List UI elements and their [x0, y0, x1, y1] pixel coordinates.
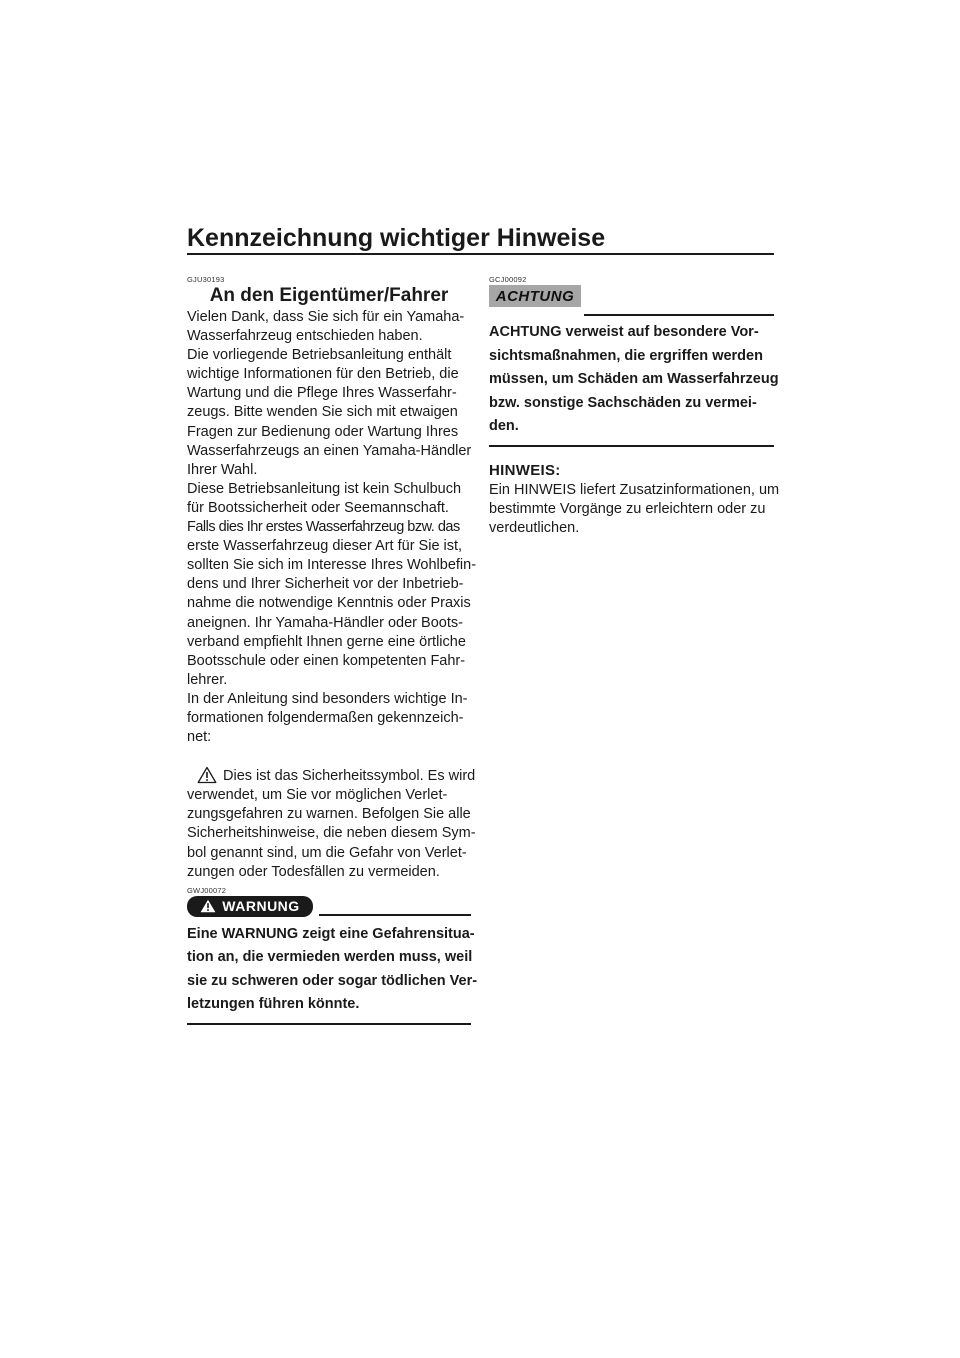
text-line: In der Anleitung sind besonders wichtige In- [187, 690, 468, 707]
section-code: GJU30193 [187, 275, 225, 284]
warning-triangle-icon [200, 899, 216, 913]
text-line: bzw. sonstige Sachschäden zu vermei- [489, 394, 757, 411]
text-line: für Bootssicherheit oder Seemannschaft. [187, 499, 449, 516]
caution-text [489, 321, 779, 439]
notice-heading: HINWEIS: [489, 461, 561, 479]
caution-header [489, 285, 774, 309]
text-line: aneignen. Ihr Yamaha-Händler oder Boots- [187, 614, 463, 631]
text-line: verdeutlichen. [489, 519, 580, 536]
text-line: verband empfiehlt Ihnen gerne eine örtliche [187, 633, 466, 650]
safety-symbol-text [187, 766, 476, 882]
text-line: zungen oder Todesfällen zu vermeiden. [187, 863, 440, 880]
warning-header [187, 896, 471, 918]
owner-text [187, 308, 477, 747]
caution-badge: ACHTUNG [489, 285, 581, 307]
warning-badge [187, 896, 313, 917]
section-heading: An den Eigentümer/Fahrer [209, 285, 449, 306]
safety-symbol-first-line: Dies ist das Sicherheitssymbol. Es wird [223, 768, 476, 785]
text-line: sollten Sie sich im Interesse Ihres Wohlbefin- [187, 557, 477, 574]
text-line: erste Wasserfahrzeug dieser Art für Sie ist, [187, 538, 463, 555]
text-line: Vielen Dank, dass Sie sich für ein Yamaha- [187, 309, 465, 325]
page-title: Kennzeichnung wichtiger Hinweise [187, 224, 606, 252]
text-line: nahme die notwendige Kenntnis oder Praxis [187, 595, 471, 612]
text-line: bestimmte Vorgänge zu erleichtern oder zu [489, 500, 766, 517]
text-line: ACHTUNG verweist auf besondere Vor- [489, 324, 759, 340]
right-column [489, 275, 780, 538]
warning-triangle-icon [197, 766, 217, 784]
caution-code: GCJ00092 [489, 275, 527, 284]
warning-code: GWJ00072 [187, 885, 227, 895]
text-line: Ihrer Wahl. [187, 461, 258, 478]
warning-label: WARNUNG [222, 898, 300, 915]
text-line: Wasserfahrzeug entschieden haben. [187, 328, 423, 345]
text-line: Wasserfahrzeugs an einen Yamaha-Händler [187, 442, 472, 459]
notice-text [489, 481, 780, 538]
text-line: wichtige Informationen für den Betrieb, die [187, 366, 459, 383]
text-line: Ein HINWEIS liefert Zusatzinformationen, um [489, 481, 780, 498]
text-line: net: [187, 729, 212, 746]
text-line: zungsgefahren zu warnen. Befolgen Sie alle [187, 806, 471, 823]
caution-end-rule [489, 445, 774, 447]
text-line: Diese Betriebsanleitung ist kein Schulbuch [187, 480, 462, 497]
text-line: formationen folgendermaßen gekennzeich- [187, 709, 464, 726]
text-line: letzungen führen könnte. [187, 996, 360, 1013]
text-line: verwendet, um Sie vor möglichen Verlet- [187, 787, 448, 804]
text-line: zeugs. Bitte wenden Sie sich mit etwaigen [187, 404, 458, 421]
text-line: bol genannt sind, um die Gefahr von Verlet- [187, 844, 467, 861]
text-line: sichtsmaßnahmen, die ergriffen werden [489, 347, 763, 364]
text-line: Eine WARNUNG zeigt eine Gefahrensitua- [187, 925, 475, 942]
text-line: Sicherheitshinweise, die neben diesem Sym- [187, 825, 476, 842]
text-line: Wartung und die Pflege Ihres Wasserfahr- [187, 385, 457, 402]
text-line: Falls dies Ihr erstes Wasserfahrzeug bzw. das [187, 519, 460, 536]
caution-rule [584, 314, 774, 316]
text-line: Fragen zur Bedienung oder Wartung Ihres [187, 423, 459, 440]
text-line: dens und Ihrer Sicherheit vor der Inbetrieb- [187, 576, 464, 593]
warning-text [187, 923, 478, 1017]
title-rule [187, 253, 774, 255]
text-line: müssen, um Schäden am Wasserfahrzeug [489, 371, 779, 387]
text-line: tion an, die vermieden werden muss, weil [187, 949, 473, 966]
text-line: den. [489, 418, 519, 434]
text-line: lehrer. [187, 671, 228, 688]
text-line: sie zu schweren oder sogar tödlichen Ver- [187, 972, 478, 989]
text-line: Bootsschule oder einen kompetenten Fahr- [187, 652, 466, 669]
left-column [187, 275, 478, 1025]
warning-rule [319, 914, 471, 916]
text-line: Die vorliegende Betriebsanleitung enthält [187, 347, 452, 364]
warning-end-rule [187, 1023, 471, 1025]
